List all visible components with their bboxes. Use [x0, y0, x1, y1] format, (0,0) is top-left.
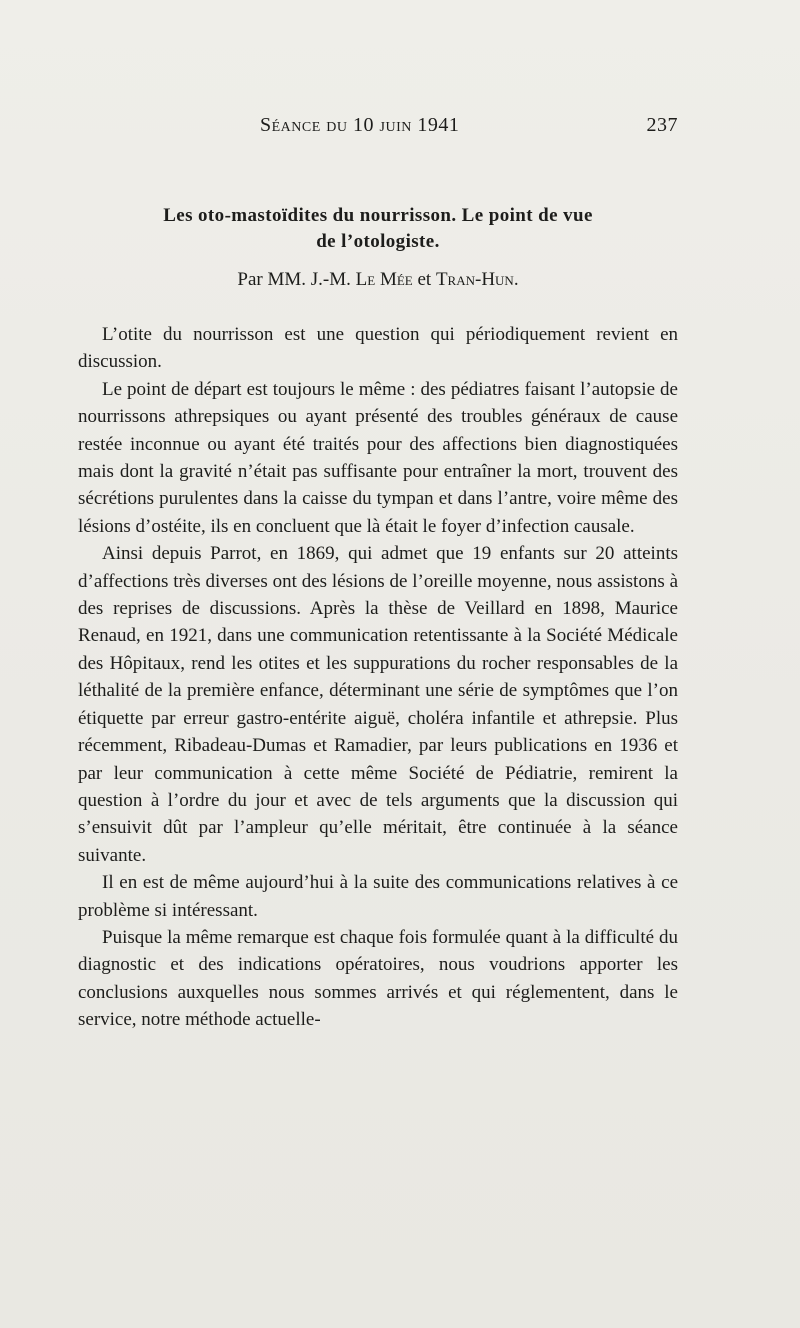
- paragraph-3: Ainsi depuis Parrot, en 1869, qui admet que 19 enfants sur 20 atteints d’affections très diverses ont des lésions de l’oreille moyenne, nous assistons à des reprises de discussions. Après la thèse de Veillard en 1898, Maurice Renaud, en 1921, dans une communication retentissante à la Société Médicale des Hôpitaux, rend les otites et les suppurations du rocher responsables de la léthalité de la première enfance, déterminant une série de symptômes que l’on étiquette par erreur gastro-entérite aiguë, choléra infantile et athrepsie. Plus récemment, Ribadeau-Dumas et Ramadier, par leurs publications en 1936 et par leur communication à cette même Société de Pédiatrie, remirent la question à l’ordre du jour et avec de tels arguments que la discussion qui s’ensuivit dût par l’ampleur qu’elle méritait, être continuée à la séance suivante.: [78, 543, 678, 866]
- author-name-2: Tran-Hun.: [435, 269, 519, 290]
- article-title-line-2: de l’otologiste.: [316, 231, 440, 252]
- paragraph-5: Puisque la même remarque est chaque fois formulée quant à la difficulté du diagnostic et des indications opératoires, nous voudrions apporter les conclusions auxquelles nous sommes arrivés et qui réglementent, dans le service, notre méthode actuelle-: [78, 926, 678, 1031]
- article-title-line-1: Les oto-mastoïdites du nourrisson. Le point de vue: [163, 205, 593, 226]
- authors-prefix: Par MM. J.-M.: [237, 269, 351, 290]
- running-title-month: juin: [379, 114, 412, 136]
- article-authors: [78, 267, 678, 293]
- running-title-prefix: Séance du: [260, 114, 348, 136]
- running-title: [260, 114, 459, 137]
- running-title-date: 10: [353, 114, 375, 136]
- running-title-year: 1941: [417, 114, 460, 136]
- authors-conjunction: et: [417, 269, 432, 290]
- page-number: 237: [646, 114, 678, 136]
- article-title: [78, 203, 678, 255]
- author-name-1: Le Mée: [355, 269, 413, 290]
- paragraph-4: Il en est de même aujourd’hui à la suite des communications relatives à ce problème si intéressant.: [78, 872, 678, 921]
- running-header: [78, 114, 678, 142]
- paragraph-1: L’otite du nourrisson est une question qui périodiquement revient en discussion.: [78, 324, 678, 373]
- paragraph-2: Le point de départ est toujours le même : des pédiatres faisant l’autopsie de nourrissons athrepsiques ou ayant présenté des troubles généraux de cause restée inconnue ou ayant été traités pour des affections bien diagnostiquées mais dont la gravité n’était pas suffisante pour entraîner la mort, trouvent des sécrétions purulentes dans la caisse du tympan et dans l’antre, voire même des lésions d’ostéite, ils en concluent que là était le foyer d’infection causale.: [78, 378, 678, 537]
- article-body: [78, 321, 678, 1034]
